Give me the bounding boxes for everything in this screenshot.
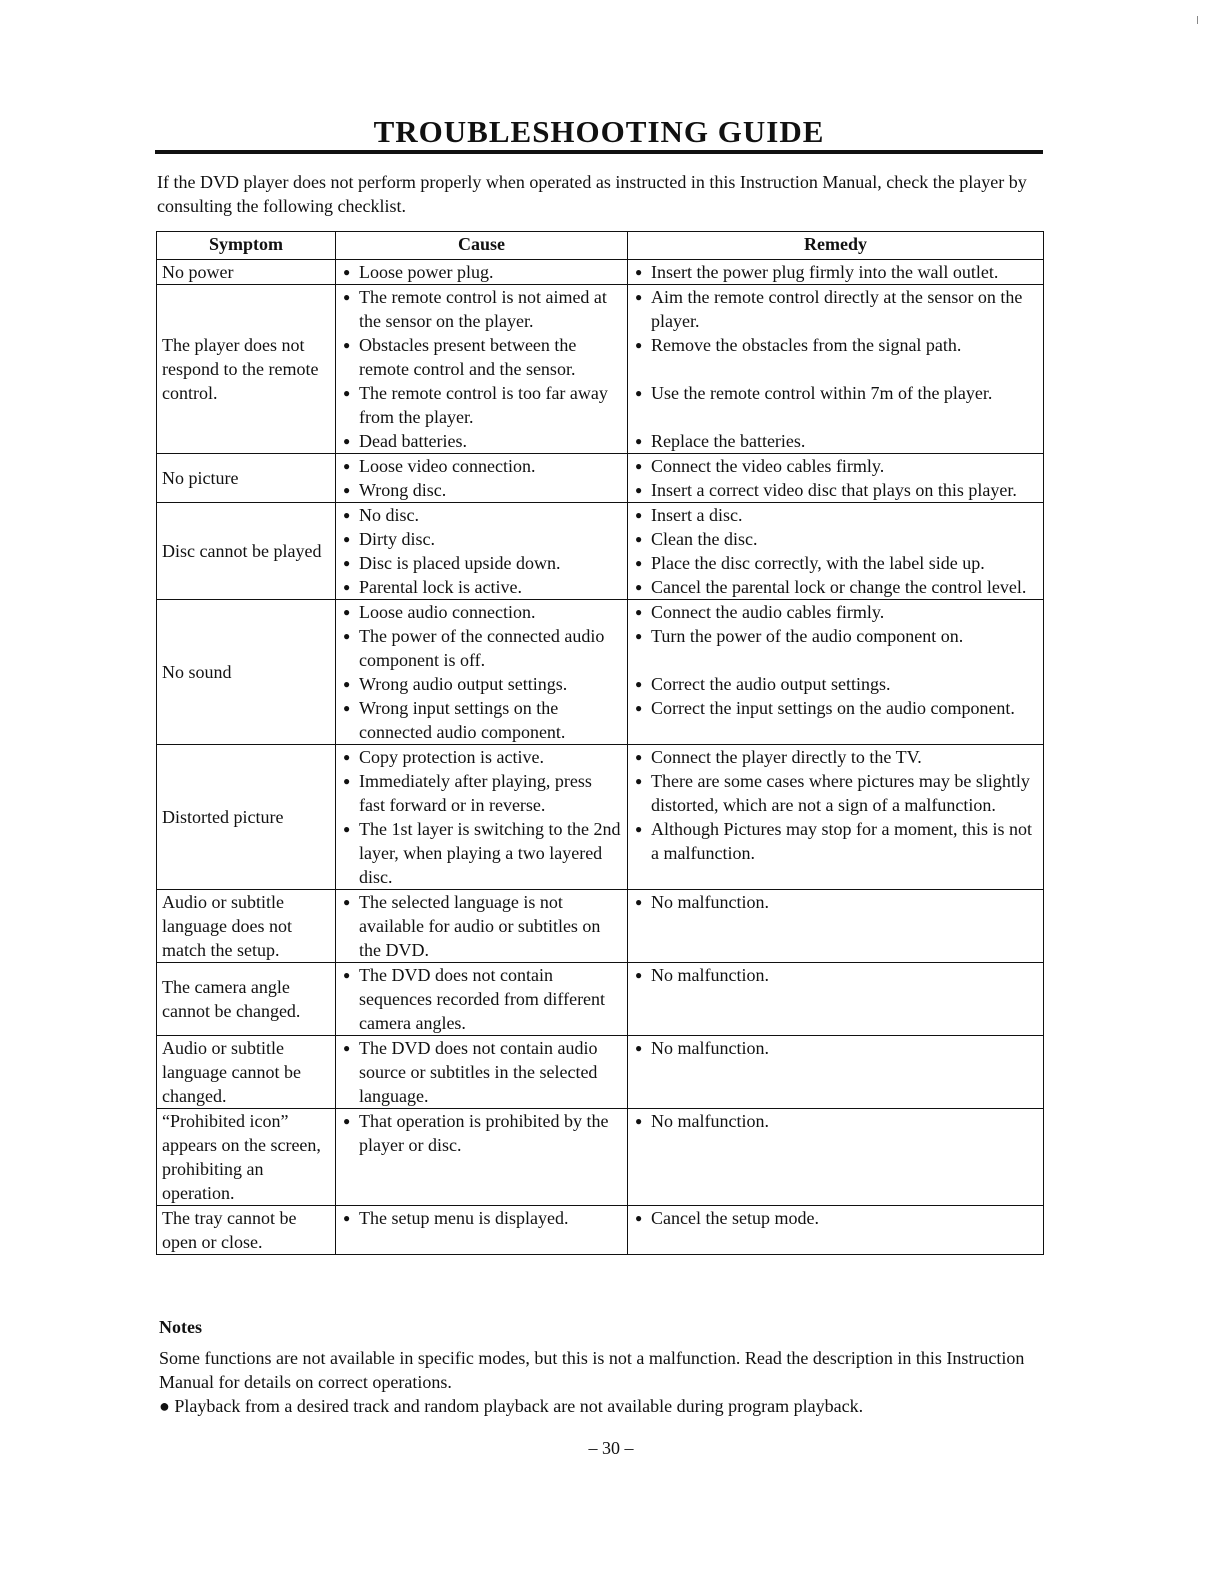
remedy-cell bbox=[628, 454, 1044, 503]
cause-cell bbox=[336, 285, 628, 454]
cause-cell bbox=[336, 890, 628, 963]
remedy-item: ● Clean the disc. bbox=[633, 527, 1038, 551]
cause-cell bbox=[336, 454, 628, 503]
cause-cell bbox=[336, 600, 628, 745]
page-title: TROUBLESHOOTING GUIDE bbox=[373, 114, 825, 149]
symptom-cell: Distorted picture bbox=[157, 745, 336, 890]
remedy-item: ● No malfunction. bbox=[633, 963, 1038, 987]
remedy-item: ● Connect the player directly to the TV. bbox=[633, 745, 1038, 769]
remedy-item: ● Turn the power of the audio component on. bbox=[633, 624, 1038, 648]
table-row bbox=[157, 454, 1044, 503]
cause-item: ● The power of the connected audio component is off. bbox=[341, 624, 622, 672]
remedy-item: ● No malfunction. bbox=[633, 1109, 1038, 1133]
cause-item: ● The selected language is not available for audio or subtitles on the DVD. bbox=[341, 890, 622, 962]
remedy-item: ● Insert the power plug firmly into the wall outlet. bbox=[633, 260, 1038, 284]
page-number: – 30 – bbox=[588, 1438, 634, 1458]
remedy-item: ● No malfunction. bbox=[633, 890, 1038, 914]
symptom-cell: The camera angle cannot be changed. bbox=[157, 963, 336, 1036]
remedy-cell bbox=[628, 503, 1044, 600]
symptom-cell: The player does not respond to the remote control. bbox=[157, 285, 336, 454]
table-row bbox=[157, 1109, 1044, 1206]
symptom-header: Symptom bbox=[157, 232, 336, 260]
cause-item: ● Immediately after playing, press fast forward or in reverse. bbox=[341, 769, 622, 817]
symptom-cell: No power bbox=[157, 260, 336, 285]
remedy-item: ● Correct the audio output settings. bbox=[633, 672, 1038, 696]
intro-paragraph: If the DVD player does not perform properly when operated as instructed in this Instruction Manual, check the player by consulting the following checklist. bbox=[157, 172, 1027, 216]
cause-item: ● Dead batteries. bbox=[341, 429, 622, 453]
cause-cell bbox=[336, 1109, 628, 1206]
remedy-item: ● Remove the obstacles from the signal path. bbox=[633, 333, 1038, 357]
spacer bbox=[633, 648, 1038, 672]
cause-item: ● The DVD does not contain audio source or subtitles in the selected language. bbox=[341, 1036, 622, 1108]
remedy-cell bbox=[628, 1206, 1044, 1255]
remedy-item: ● Cancel the parental lock or change the control level. bbox=[633, 575, 1038, 599]
table-row bbox=[157, 260, 1044, 285]
cause-item: ● Dirty disc. bbox=[341, 527, 622, 551]
cause-item: ● Obstacles present between the remote control and the sensor. bbox=[341, 333, 622, 381]
remedy-item: ● Insert a disc. bbox=[633, 503, 1038, 527]
cause-header: Cause bbox=[336, 232, 628, 260]
symptom-cell: The tray cannot be open or close. bbox=[157, 1206, 336, 1255]
remedy-item: ● Insert a correct video disc that plays on this player. bbox=[633, 478, 1038, 502]
table-row bbox=[157, 745, 1044, 890]
table-row bbox=[157, 503, 1044, 600]
cause-item: ● Disc is placed upside down. bbox=[341, 551, 622, 575]
cause-item: ● Loose video connection. bbox=[341, 454, 622, 478]
remedy-item: ● Connect the video cables firmly. bbox=[633, 454, 1038, 478]
remedy-item: ● Although Pictures may stop for a moment, this is not a malfunction. bbox=[633, 817, 1038, 865]
notes-heading: Notes bbox=[159, 1317, 202, 1337]
symptom-cell: “Prohibited icon” appears on the screen, prohibiting an operation. bbox=[157, 1109, 336, 1206]
notes-bullet: ● Playback from a desired track and random playback are not available during program playback. bbox=[159, 1396, 864, 1416]
troubleshooting-table bbox=[156, 231, 1044, 1255]
spacer bbox=[633, 405, 1038, 429]
symptom-cell: Audio or subtitle language cannot be changed. bbox=[157, 1036, 336, 1109]
symptom-cell: No sound bbox=[157, 600, 336, 745]
remedy-cell bbox=[628, 600, 1044, 745]
remedy-item: ● Use the remote control within 7m of the player. bbox=[633, 381, 1038, 405]
cause-item: ● Wrong audio output settings. bbox=[341, 672, 622, 696]
remedy-item: ● No malfunction. bbox=[633, 1036, 1038, 1060]
table-row bbox=[157, 285, 1044, 454]
cause-item: ● No disc. bbox=[341, 503, 622, 527]
remedy-item: ● There are some cases where pictures may be slightly distorted, which are not a sign of a malfunction. bbox=[633, 769, 1038, 817]
cause-item: ● Parental lock is active. bbox=[341, 575, 622, 599]
table-row bbox=[157, 890, 1044, 963]
cause-cell bbox=[336, 963, 628, 1036]
remedy-item: ● Cancel the setup mode. bbox=[633, 1206, 1038, 1230]
remedy-item: ● Place the disc correctly, with the label side up. bbox=[633, 551, 1038, 575]
table-row bbox=[157, 1036, 1044, 1109]
cause-cell bbox=[336, 1206, 628, 1255]
cause-item: ● The setup menu is displayed. bbox=[341, 1206, 622, 1230]
spacer bbox=[633, 357, 1038, 381]
remedy-item: ● Aim the remote control directly at the sensor on the player. bbox=[633, 285, 1038, 333]
cause-item: ● The remote control is too far away from the player. bbox=[341, 381, 622, 429]
cause-item: ● Loose audio connection. bbox=[341, 600, 622, 624]
scan-mark bbox=[1197, 16, 1198, 24]
cause-cell bbox=[336, 745, 628, 890]
remedy-cell bbox=[628, 1109, 1044, 1206]
cause-item: ● That operation is prohibited by the player or disc. bbox=[341, 1109, 622, 1157]
cause-item: ● Loose power plug. bbox=[341, 260, 622, 284]
remedy-header: Remedy bbox=[628, 232, 1044, 260]
remedy-cell bbox=[628, 285, 1044, 454]
cause-item: ● Wrong input settings on the connected audio component. bbox=[341, 696, 622, 744]
remedy-item: ● Connect the audio cables firmly. bbox=[633, 600, 1038, 624]
remedy-item: ● Replace the batteries. bbox=[633, 429, 1038, 453]
table-header-row bbox=[157, 232, 1044, 260]
cause-item: ● The 1st layer is switching to the 2nd layer, when playing a two layered disc. bbox=[341, 817, 622, 889]
table-row bbox=[157, 963, 1044, 1036]
cause-item: ● Copy protection is active. bbox=[341, 745, 622, 769]
remedy-item: ● Correct the input settings on the audio component. bbox=[633, 696, 1038, 720]
cause-cell bbox=[336, 503, 628, 600]
table-row bbox=[157, 600, 1044, 745]
remedy-cell bbox=[628, 963, 1044, 1036]
title-underline bbox=[155, 150, 1043, 154]
cause-cell bbox=[336, 260, 628, 285]
symptom-cell: Disc cannot be played bbox=[157, 503, 336, 600]
notes-text: Some functions are not available in specific modes, but this is not a malfunction. Read the description in this Instruction Manual for details on correct operations. bbox=[159, 1348, 1025, 1392]
remedy-cell bbox=[628, 260, 1044, 285]
remedy-cell bbox=[628, 745, 1044, 890]
remedy-cell bbox=[628, 1036, 1044, 1109]
cause-cell bbox=[336, 1036, 628, 1109]
symptom-cell: No picture bbox=[157, 454, 336, 503]
cause-item: ● The remote control is not aimed at the sensor on the player. bbox=[341, 285, 622, 333]
cause-item: ● The DVD does not contain sequences recorded from different camera angles. bbox=[341, 963, 622, 1035]
symptom-cell: Audio or subtitle language does not match the setup. bbox=[157, 890, 336, 963]
cause-item: ● Wrong disc. bbox=[341, 478, 622, 502]
table-row bbox=[157, 1206, 1044, 1255]
remedy-cell bbox=[628, 890, 1044, 963]
